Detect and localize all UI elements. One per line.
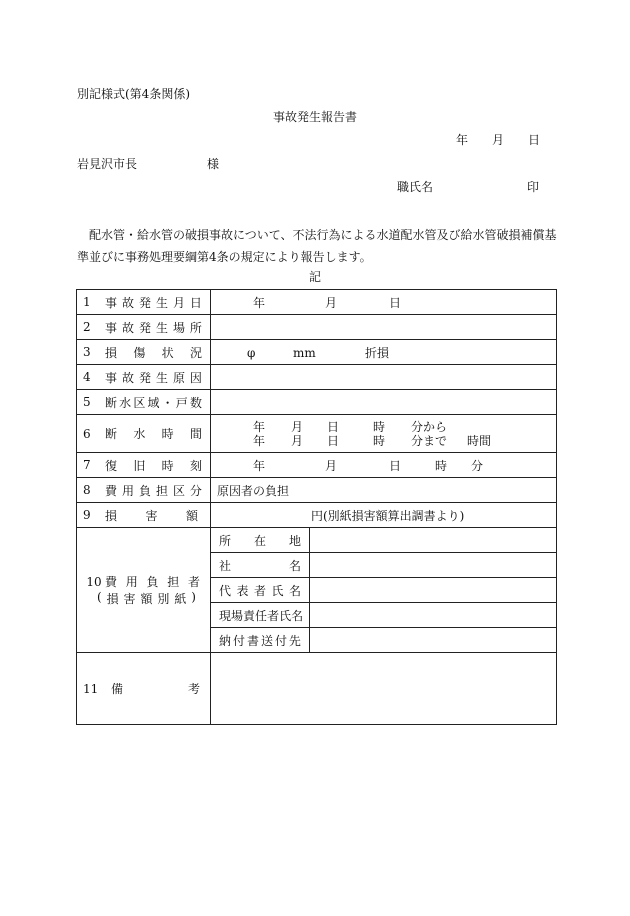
remarks-field[interactable]	[211, 653, 557, 725]
unit-day: 日	[389, 295, 402, 310]
cost-burden-value: 原因者の負担	[217, 483, 290, 498]
row-number: 10	[86, 574, 102, 589]
date-year: 年	[456, 133, 469, 147]
addressee-honorific: 様	[207, 157, 220, 171]
row-label: 損 害 額	[105, 508, 198, 523]
table-row	[77, 503, 557, 528]
row-number: 2	[83, 320, 91, 334]
row-label: 損 傷 状 況	[105, 345, 202, 360]
unit-day: 日	[389, 458, 402, 473]
table-row	[77, 653, 557, 725]
row-number: 8	[83, 483, 91, 497]
unit-mm: mm	[293, 345, 316, 360]
table-row	[77, 390, 557, 415]
row-number: 3	[83, 345, 91, 359]
sub-label: 納 付 書 送 付 先	[219, 633, 301, 648]
address-field[interactable]	[310, 528, 557, 553]
invoice-destination-field[interactable]	[310, 628, 557, 653]
addressee: 岩見沢市長	[77, 157, 138, 171]
break-label: 折損	[365, 345, 390, 360]
table-row	[77, 478, 557, 503]
outage-area-field[interactable]	[211, 390, 557, 415]
unit-duration-hours: 時間	[467, 433, 492, 448]
unit-year: 年	[253, 433, 266, 448]
accident-cause-field[interactable]	[211, 365, 557, 390]
accident-date-field[interactable]	[211, 290, 557, 315]
table-row	[77, 528, 557, 553]
sub-label: 代 表 者 氏 名	[219, 583, 301, 598]
unit-month: 月	[325, 458, 338, 473]
form-label: 別記様式(第4条関係)	[77, 87, 190, 101]
cost-bearer-label-cell	[77, 528, 211, 653]
unit-hour: 時	[435, 458, 448, 473]
date-line	[456, 131, 540, 148]
damage-amount-note: 円(別紙損害額算出調書より)	[311, 508, 465, 523]
unit-year: 年	[253, 419, 266, 434]
row-number: 5	[83, 395, 91, 409]
row-number: 6	[83, 426, 91, 441]
sub-label: 現 場 責 任 者 氏 名	[219, 608, 304, 623]
table-row	[77, 415, 557, 453]
seal-mark: 印	[527, 180, 540, 194]
outage-start-line	[253, 420, 550, 434]
row-label: 費 用 負 担 者	[105, 575, 200, 589]
row-number: 7	[83, 458, 91, 472]
row-label: 復 旧 時 刻	[105, 458, 202, 473]
row-number: 1	[83, 295, 91, 309]
row-label: 費 用 負 担 区 分	[105, 483, 202, 498]
damage-status-field[interactable]	[211, 340, 557, 365]
table-row	[77, 365, 557, 390]
row-number: 9	[83, 508, 91, 522]
unit-month: 月	[325, 295, 338, 310]
row-number: 11	[83, 681, 99, 696]
report-table	[76, 289, 557, 725]
unit-minute-to: 分まで	[411, 433, 448, 448]
ki-heading: 記	[308, 270, 321, 284]
sub-label: 所 在 地	[219, 533, 301, 548]
row-label: 断 水 区 域 ・ 戸 数	[105, 395, 202, 410]
restoration-time-field[interactable]	[211, 453, 557, 478]
unit-month: 月	[291, 433, 304, 448]
row-label: 備 考	[111, 682, 200, 696]
document-title: 事故発生報告書	[272, 110, 357, 124]
damage-amount-field[interactable]	[211, 503, 557, 528]
table-row	[77, 290, 557, 315]
row-number: 4	[83, 370, 91, 384]
phi-symbol: φ	[247, 345, 256, 360]
unit-year: 年	[253, 458, 266, 473]
unit-year: 年	[253, 295, 266, 310]
unit-minute-from: 分から	[411, 419, 448, 434]
unit-hour: 時	[373, 433, 386, 448]
sender-title: 職氏名	[397, 180, 434, 194]
unit-minute: 分	[471, 458, 484, 473]
outage-end-line	[253, 434, 550, 448]
unit-month: 月	[291, 419, 304, 434]
table-row	[77, 340, 557, 365]
company-name-field[interactable]	[310, 553, 557, 578]
table-row	[77, 453, 557, 478]
row-label: 事 故 発 生 月 日	[105, 295, 202, 310]
date-day: 日	[528, 133, 541, 147]
body-text: 配水管・給水管の破損事故について、不法行為による水道配水管及び給水管破損補償基準並びに事務処理要綱第4条の規定により報告します。	[77, 228, 557, 264]
row-label: 事 故 発 生 場 所	[105, 320, 202, 335]
cost-burden-field[interactable]	[211, 478, 557, 503]
sub-label: 社 名	[219, 558, 301, 573]
row-label: 断 水 時 間	[105, 427, 202, 441]
outage-time-field[interactable]	[211, 415, 557, 453]
row-label: 事 故 発 生 原 因	[105, 370, 202, 385]
table-row	[77, 315, 557, 340]
site-manager-name-field[interactable]	[310, 603, 557, 628]
unit-day: 日	[327, 419, 340, 434]
date-month: 月	[492, 133, 505, 147]
accident-location-field[interactable]	[211, 315, 557, 340]
unit-day: 日	[327, 433, 340, 448]
representative-name-field[interactable]	[310, 578, 557, 603]
unit-hour: 時	[373, 419, 386, 434]
row-sublabel: ( 損 害 額 別 紙 )	[97, 590, 196, 606]
